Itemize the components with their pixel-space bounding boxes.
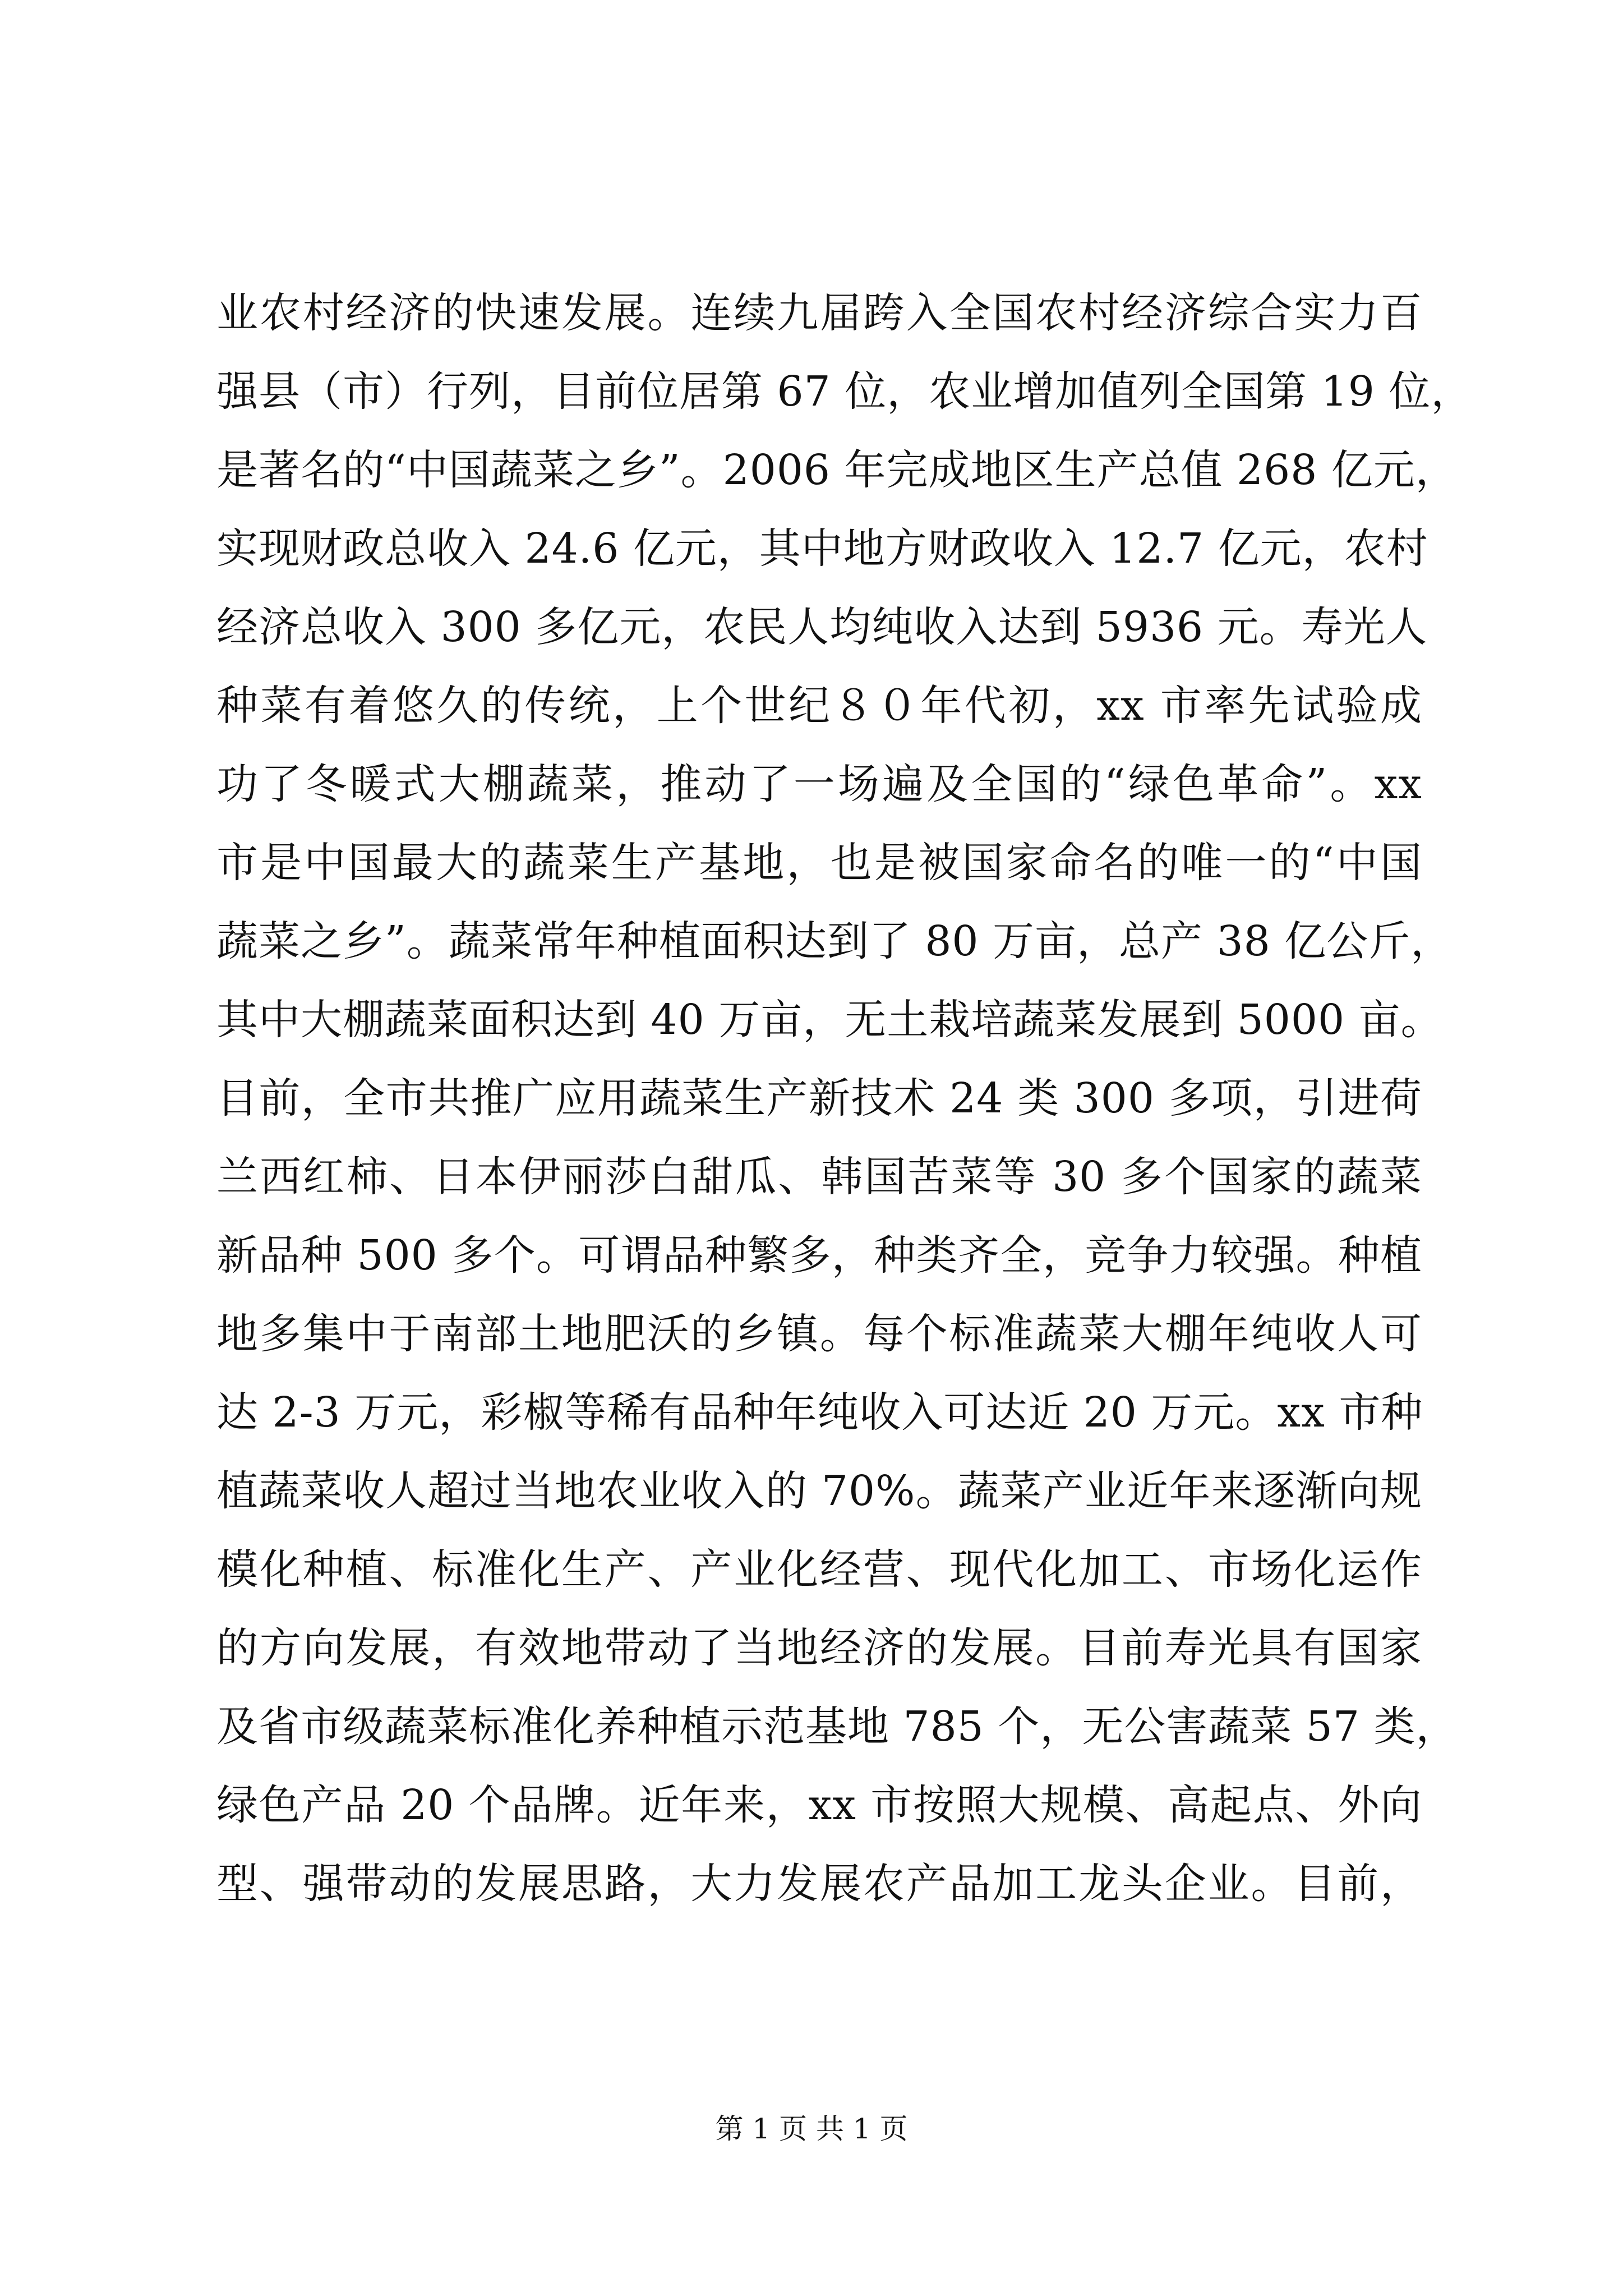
page-footer	[0, 2112, 1623, 2146]
body-text	[216, 274, 1473, 1923]
text-line: 模化种植、标准化生产、产业化经营、现代化加工、市场化运作	[216, 1545, 1422, 1594]
page-number: 第 1 页 共 1 页	[715, 2113, 908, 2145]
text-line: 绿色产品 20 个品牌。近年来，xx 市按照大规模、高起点、外向	[216, 1781, 1422, 1829]
text-line: 其中大棚蔬菜面积达到 40 万亩，无土栽培蔬菜发展到 5000 亩。	[216, 996, 1443, 1044]
text-line: 实现财政总收入 24.6 亿元，其中地方财政收入 12.7 亿元，农村	[216, 524, 1428, 573]
text-line: 经济总收入 300 多亿元，农民人均纯收入达到 5936 元。寿光人	[216, 603, 1428, 651]
text-line: 功了冬暖式大棚蔬菜，推动了一场遍及全国的“绿色革命”。xx	[216, 760, 1422, 808]
text-line: 蔬菜之乡”。蔬菜常年种植面积达到了 80 万亩，总产 38 亿公斤，	[216, 917, 1453, 965]
text-line: 型、强带动的发展思路，大力发展农产品加工龙头企业。目前，	[216, 1860, 1422, 1908]
text-line: 达 2-3 万元，彩椒等稀有品种年纯收入可达近 20 万元。xx 市种	[216, 1388, 1423, 1437]
text-line: 植蔬菜收人超过当地农业收入的 70%。蔬菜产业近年来逐渐向规	[216, 1467, 1422, 1515]
text-line: 地多集中于南部土地肥沃的乡镇。每个标准蔬菜大棚年纯收人可	[216, 1310, 1422, 1358]
text-line: 新品种 500 多个。可谓品种繁多，种类齐全，竞争力较强。种植	[216, 1231, 1422, 1280]
text-line: 目前，全市共推广应用蔬菜生产新技术 24 类 300 多项，引进荷	[216, 1074, 1422, 1122]
text-line: 市是中国最大的蔬菜生产基地，也是被国家命名的唯一的“中国	[216, 839, 1422, 887]
text-line: 种菜有着悠久的传统，上个世纪８０年代初，xx 市率先试验成	[216, 682, 1422, 730]
text-line: 强县（市）行列，目前位居第 67 位，农业增加值列全国第 19 位，	[216, 367, 1473, 416]
text-line: 业农村经济的快速发展。连续九届跨入全国农村经济综合实力百	[216, 289, 1422, 337]
text-line: 的方向发展，有效地带动了当地经济的发展。目前寿光具有国家	[216, 1624, 1422, 1672]
text-line: 及省市级蔬菜标准化养种植示范基地 785 个，无公害蔬菜 57 类，	[216, 1703, 1458, 1751]
text-line: 是著名的“中国蔬菜之乡”。2006 年完成地区生产总值 268 亿元，	[216, 446, 1458, 494]
text-line: 兰西红柿、日本伊丽莎白甜瓜、韩国苦菜等 30 多个国家的蔬菜	[216, 1153, 1422, 1201]
